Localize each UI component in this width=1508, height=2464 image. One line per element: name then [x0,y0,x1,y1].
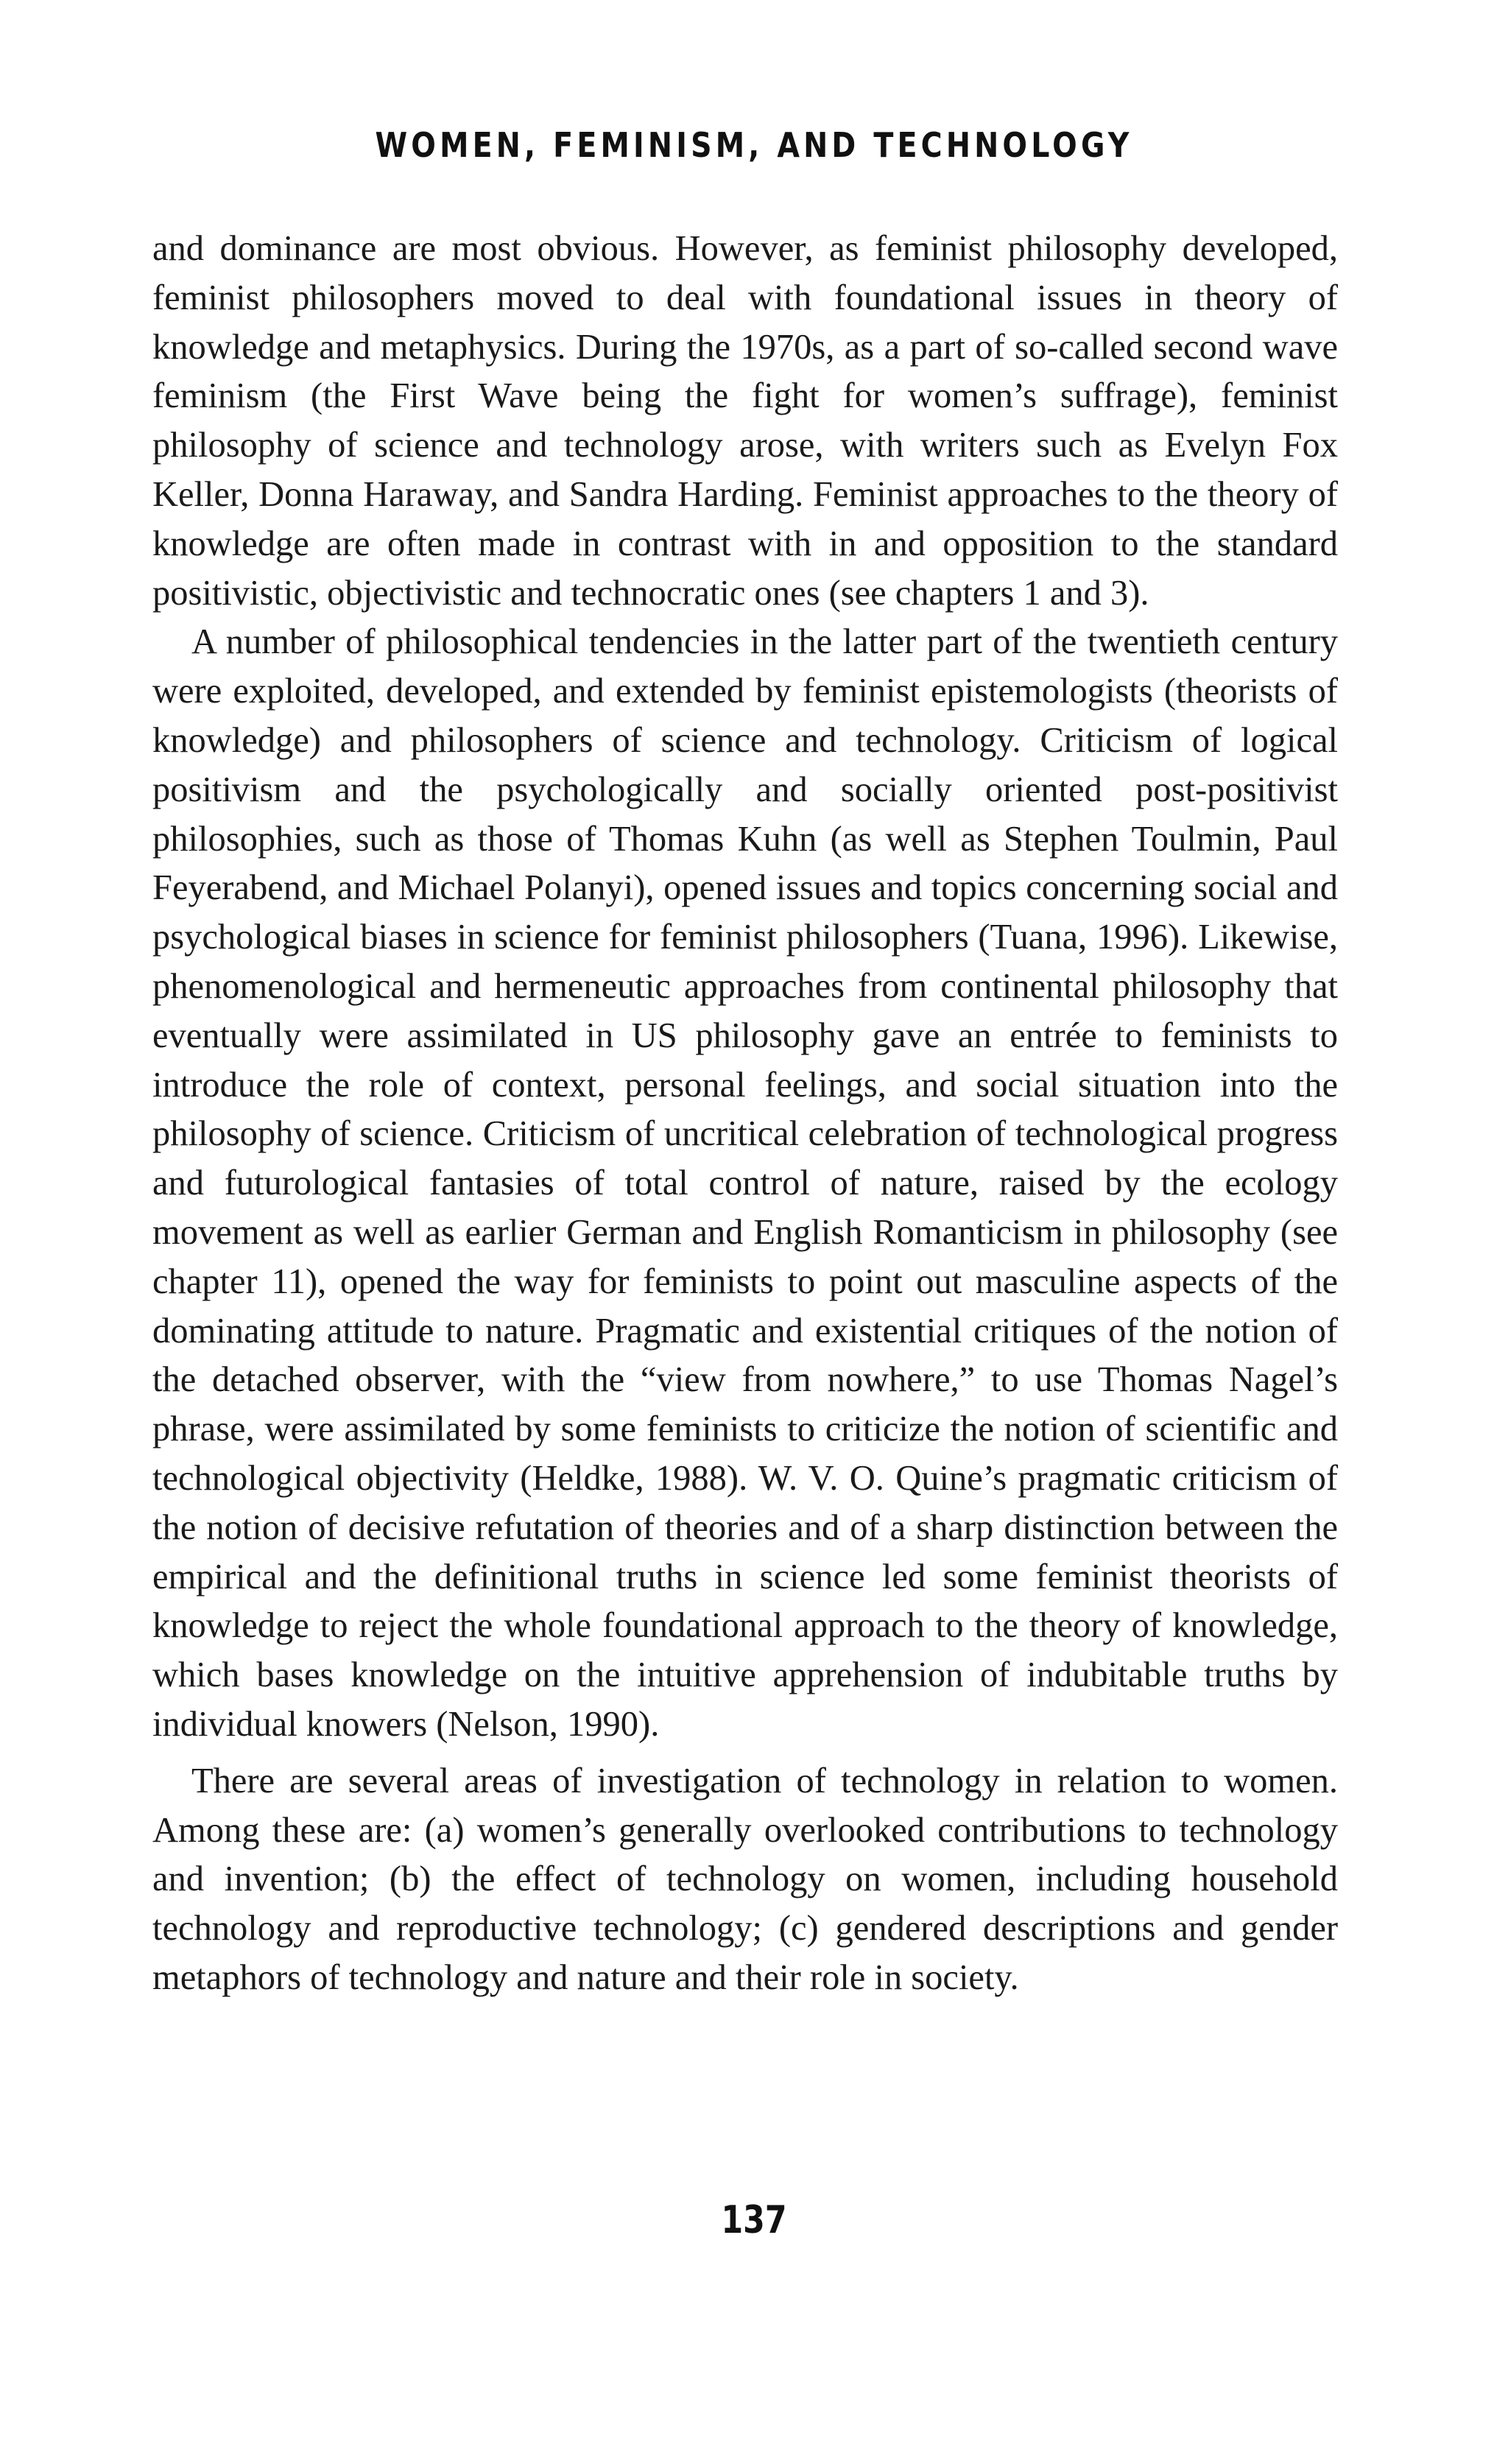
paragraph-philosophical-tendencies: A number of philosophical tendencies in the latter part of the twentieth century were exploited, developed, and extended by feminist epistemologists (theorists of knowledge) and philosophers of science and technology. Criticism of logical positivism and the psychologically and socially oriented post-positivist philosophies, such as those of Thomas Kuhn (as well as Stephen Toulmin, Paul Feyerabend, and Michael Polanyi), opened issues and topics concerning social and psychological biases in science for feminist philosophers (Tuana, 1996). Likewise, phenomenological and hermeneutic approaches from continental philosophy that eventually were assimilated in US philosophy gave an entrée to feminists to introduce the role of context, personal feelings, and social situation into the philosophy of science. Criticism of uncritical celebration of technological progress and futurological fantasies of total control of nature, raised by the ecology movement as well as earlier German and English Romanticism in philosophy (see chapter 11), opened the way for feminists to point out masculine aspects of the dominating attitude to nature. Pragmatic and existential critiques of the notion of the detached observer, with the “view from nowhere,” to use Thomas Nagel’s phrase, were assimilated by some feminists to criticize the notion of scientific and technological objectivity (Heldke, 1988). W. V. O. Quine’s pragmatic criticism of the notion of decisive refutation of theories and of a sharp distinction between the empirical and the definitional truths in science led some feminist theorists of knowledge to reject the whole foundational approach to the theory of knowledge, which bases knowledge on the intuitive apprehension of indubitable truths by individual knowers (Nelson, 1990). [152,622,1338,1744]
body-text [152,225,1338,2003]
page-number: 137 [721,2198,787,2242]
running-head-title: WOMEN, FEMINISM, AND TECHNOLOGY [375,125,1133,165]
paragraph-areas-of-investigation: There are several areas of investigation of technology in relation to women. Among these are: (a) women’s generally overlooked contributions to technology and invention; (b) the effect of technology on women, including household technology and reproductive technology; (c) gendered descriptions and gender metaphors of technology and nature and their role in society. [152,1761,1338,1997]
paragraph-continuation: and dominance are most obvious. However, as feminist philosophy developed, feminist philosophers moved to deal with foundational issues in theory of knowledge and metaphysics. During the 1970s, as a part of so-called second wave feminism (the First Wave being the fight for women’s suffrage), feminist philosophy of science and technology arose, with writers such as Evelyn Fox Keller, Donna Haraway, and Sandra Harding. Feminist approaches to the theory of knowledge are often made in contrast with in and opposition to the standard positivistic, objectivistic and technocratic ones (see chapters 1 and 3). [152,229,1338,613]
